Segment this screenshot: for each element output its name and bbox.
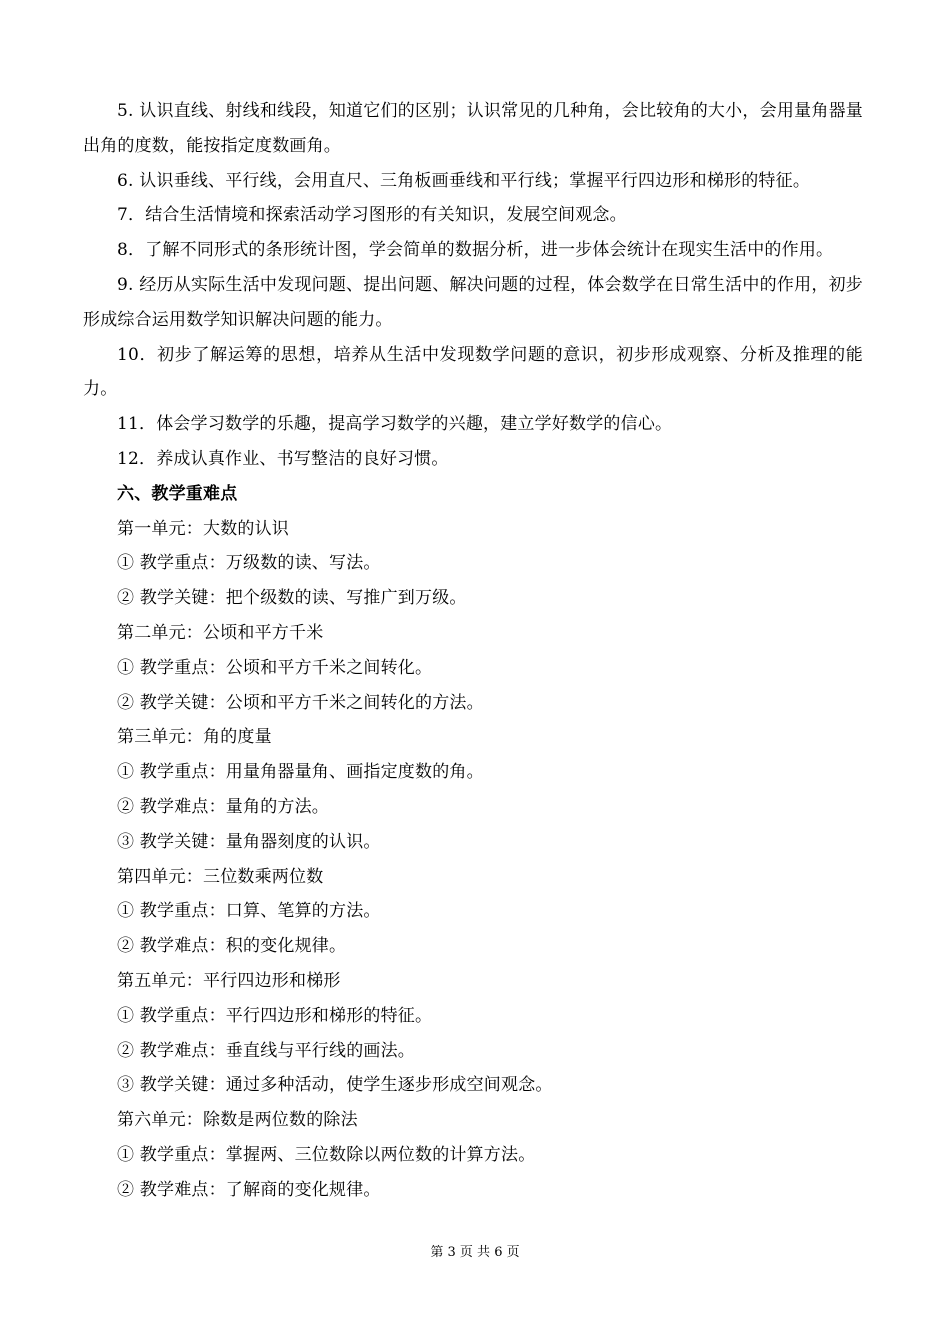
goal-item-6: 6. 认识垂线、平行线，会用直尺、三角板画垂线和平行线；掌握平行四边形和梯形的特征。 [117,170,811,191]
unit-2-point-1: ① 教学重点：公顷和平方千米之间转化。 [117,657,433,678]
unit-4-point-1: ① 教学重点：口算、笔算的方法。 [117,901,381,922]
unit-title-4: 第四单元：三位数乘两位数 [117,866,324,887]
unit-1-point-1: ① 教学重点：万级数的读、写法。 [117,553,381,574]
goal-item-5: 5. 认识直线、射线和线段，知道它们的区别；认识常见的几种角，会比较角的大小，会用量角器量出角的度数，能按指定度数画角。 [83,101,863,156]
unit-1-point-2: ② 教学关键：把个级数的读、写推广到万级。 [117,588,467,609]
unit-6-point-2: ② 教学难点：了解商的变化规律。 [117,1179,381,1200]
goal-item-11: 11．体会学习数学的乐趣，提高学习数学的兴趣，建立学好数学的信心。 [117,414,673,435]
unit-title-1: 第一单元：大数的认识 [117,518,289,539]
page-footer: 第 3 页 共 6 页 [430,1245,520,1260]
unit-title-6: 第六单元：除数是两位数的除法 [117,1110,358,1131]
unit-6-point-1: ① 教学重点：掌握两、三位数除以两位数的计算方法。 [117,1144,536,1165]
unit-5-point-1: ① 教学重点：平行四边形和梯形的特征。 [117,1005,433,1026]
goal-item-12: 12．养成认真作业、书写整洁的良好习惯。 [117,448,449,469]
unit-title-3: 第三单元：角的度量 [117,727,272,748]
goal-item-10: 10．初步了解运筹的思想，培养从生活中发现数学问题的意识，初步形成观察、分析及推理的能力。 [83,344,863,400]
unit-5-point-3: ③ 教学关键：通过多种活动，使学生逐步形成空间观念。 [117,1075,553,1096]
unit-title-2: 第二单元：公顷和平方千米 [117,622,324,643]
unit-3-point-1: ① 教学重点：用量角器量角、画指定度数的角。 [117,762,484,783]
goal-item-8: 8．了解不同形式的条形统计图，学会简单的数据分析，进一步体会统计在现实生活中的作用。 [117,240,834,261]
goal-item-7: 7．结合生活情境和探索活动学习图形的有关知识，发展空间观念。 [117,205,627,226]
unit-title-5: 第五单元：平行四边形和梯形 [117,970,341,991]
unit-5-point-2: ② 教学难点：垂直线与平行线的画法。 [117,1040,416,1061]
unit-2-point-2: ② 教学关键：公顷和平方千米之间转化的方法。 [117,692,484,713]
goal-item-9: 9. 经历从实际生活中发现问题、提出问题、解决问题的过程，体会数学在日常生活中的作用，初步形成综合运用数学知识解决问题的能力。 [83,274,863,330]
unit-4-point-2: ② 教学难点：积的变化规律。 [117,936,347,957]
unit-3-point-2: ② 教学难点：量角的方法。 [117,796,330,817]
page-content [83,94,863,1208]
section-heading: 六、教学重难点 [117,483,238,504]
unit-3-point-3: ③ 教学关键：量角器刻度的认识。 [117,831,381,852]
